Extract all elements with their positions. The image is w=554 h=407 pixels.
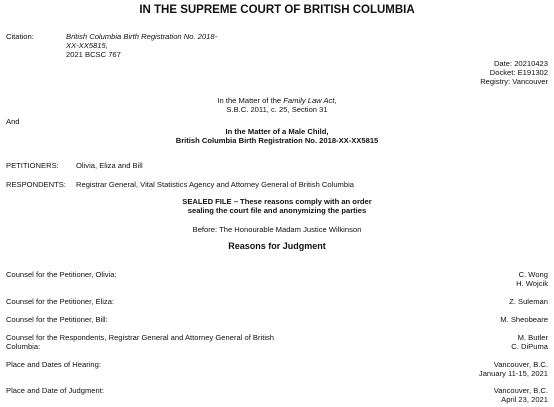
judgment-place: Vancouver, B.C. [493, 386, 548, 395]
citation-label: Citation: [6, 32, 34, 41]
and-label: And [6, 117, 20, 126]
judgment-date: Date: 20210423 [493, 59, 548, 68]
docket-number: Docket: E191302 [489, 68, 548, 77]
hearing-place: Vancouver, B.C. [493, 360, 548, 369]
appearance-counsel-olivia-2: H. Wojcik [516, 279, 548, 288]
appearance-label-hearing: Place and Dates of Hearing: [6, 360, 101, 369]
appearance-counsel-bill: M. Sheobeare [500, 315, 548, 324]
appearance-counsel-olivia-1: C. Wong [518, 270, 548, 279]
respondents-value: Registrar General, Vital Statistics Agency and Attorney General of British Columbia [76, 180, 355, 189]
appearance-label-respondents-1: Counsel for the Respondents, Registrar General and Attorney General of British [6, 333, 275, 342]
matter-act-prefix: In the Matter of the [217, 96, 284, 105]
citation-case-name-line2: XX-XX5815, [66, 41, 108, 50]
respondents-label: RESPONDENTS: [6, 180, 66, 189]
reasons-heading: Reasons for Judgment [228, 241, 326, 251]
appearance-counsel-eliza: Z. Suleman [509, 297, 548, 306]
matter-child-line2: British Columbia Birth Registration No. 2018-XX-XX5815 [175, 136, 379, 145]
petitioners-value: Olivia, Eliza and Bill [76, 161, 143, 170]
matter-child-line1: In the Matter of a Male Child, [225, 127, 329, 136]
citation-case-name-line1: British Columbia Birth Registration No. 2018- [66, 32, 218, 41]
registry: Registry: Vancouver [480, 77, 548, 86]
judgment-date-detail: April 23, 2021 [501, 395, 548, 404]
matter-act-line [0, 96, 554, 105]
sealed-notice-line2: sealing the court file and anonymizing the parties [187, 206, 367, 215]
appearance-label-respondents-2: Columbia: [6, 342, 41, 351]
court-title: IN THE SUPREME COURT OF BRITISH COLUMBIA [139, 4, 415, 16]
appearance-label-olivia: Counsel for the Petitioner, Olivia: [6, 270, 117, 279]
neutral-citation: 2021 BCSC 767 [66, 50, 121, 59]
appearance-label-judgment: Place and Date of Judgment: [6, 386, 104, 395]
before-judge: Before: The Honourable Madam Justice Wilkinson [192, 225, 362, 234]
matter-statute-reference: S.B.C. 2011, c. 25, Section 31 [226, 105, 328, 114]
matter-act-suffix: , [334, 96, 337, 105]
petitioners-label: PETITIONERS: [6, 161, 59, 170]
matter-act-name: Family Law Act [283, 96, 335, 105]
hearing-dates: January 11-15, 2021 [478, 369, 548, 378]
sealed-notice-line1: SEALED FILE – These reasons comply with an order [182, 197, 372, 206]
appearance-label-bill: Counsel for the Petitioner, Bill: [6, 315, 108, 324]
appearance-counsel-respondents-2: C. DiPuma [511, 342, 548, 351]
appearance-counsel-respondents-1: M. Butler [517, 333, 548, 342]
appearance-label-eliza: Counsel for the Petitioner, Eliza: [6, 297, 115, 306]
